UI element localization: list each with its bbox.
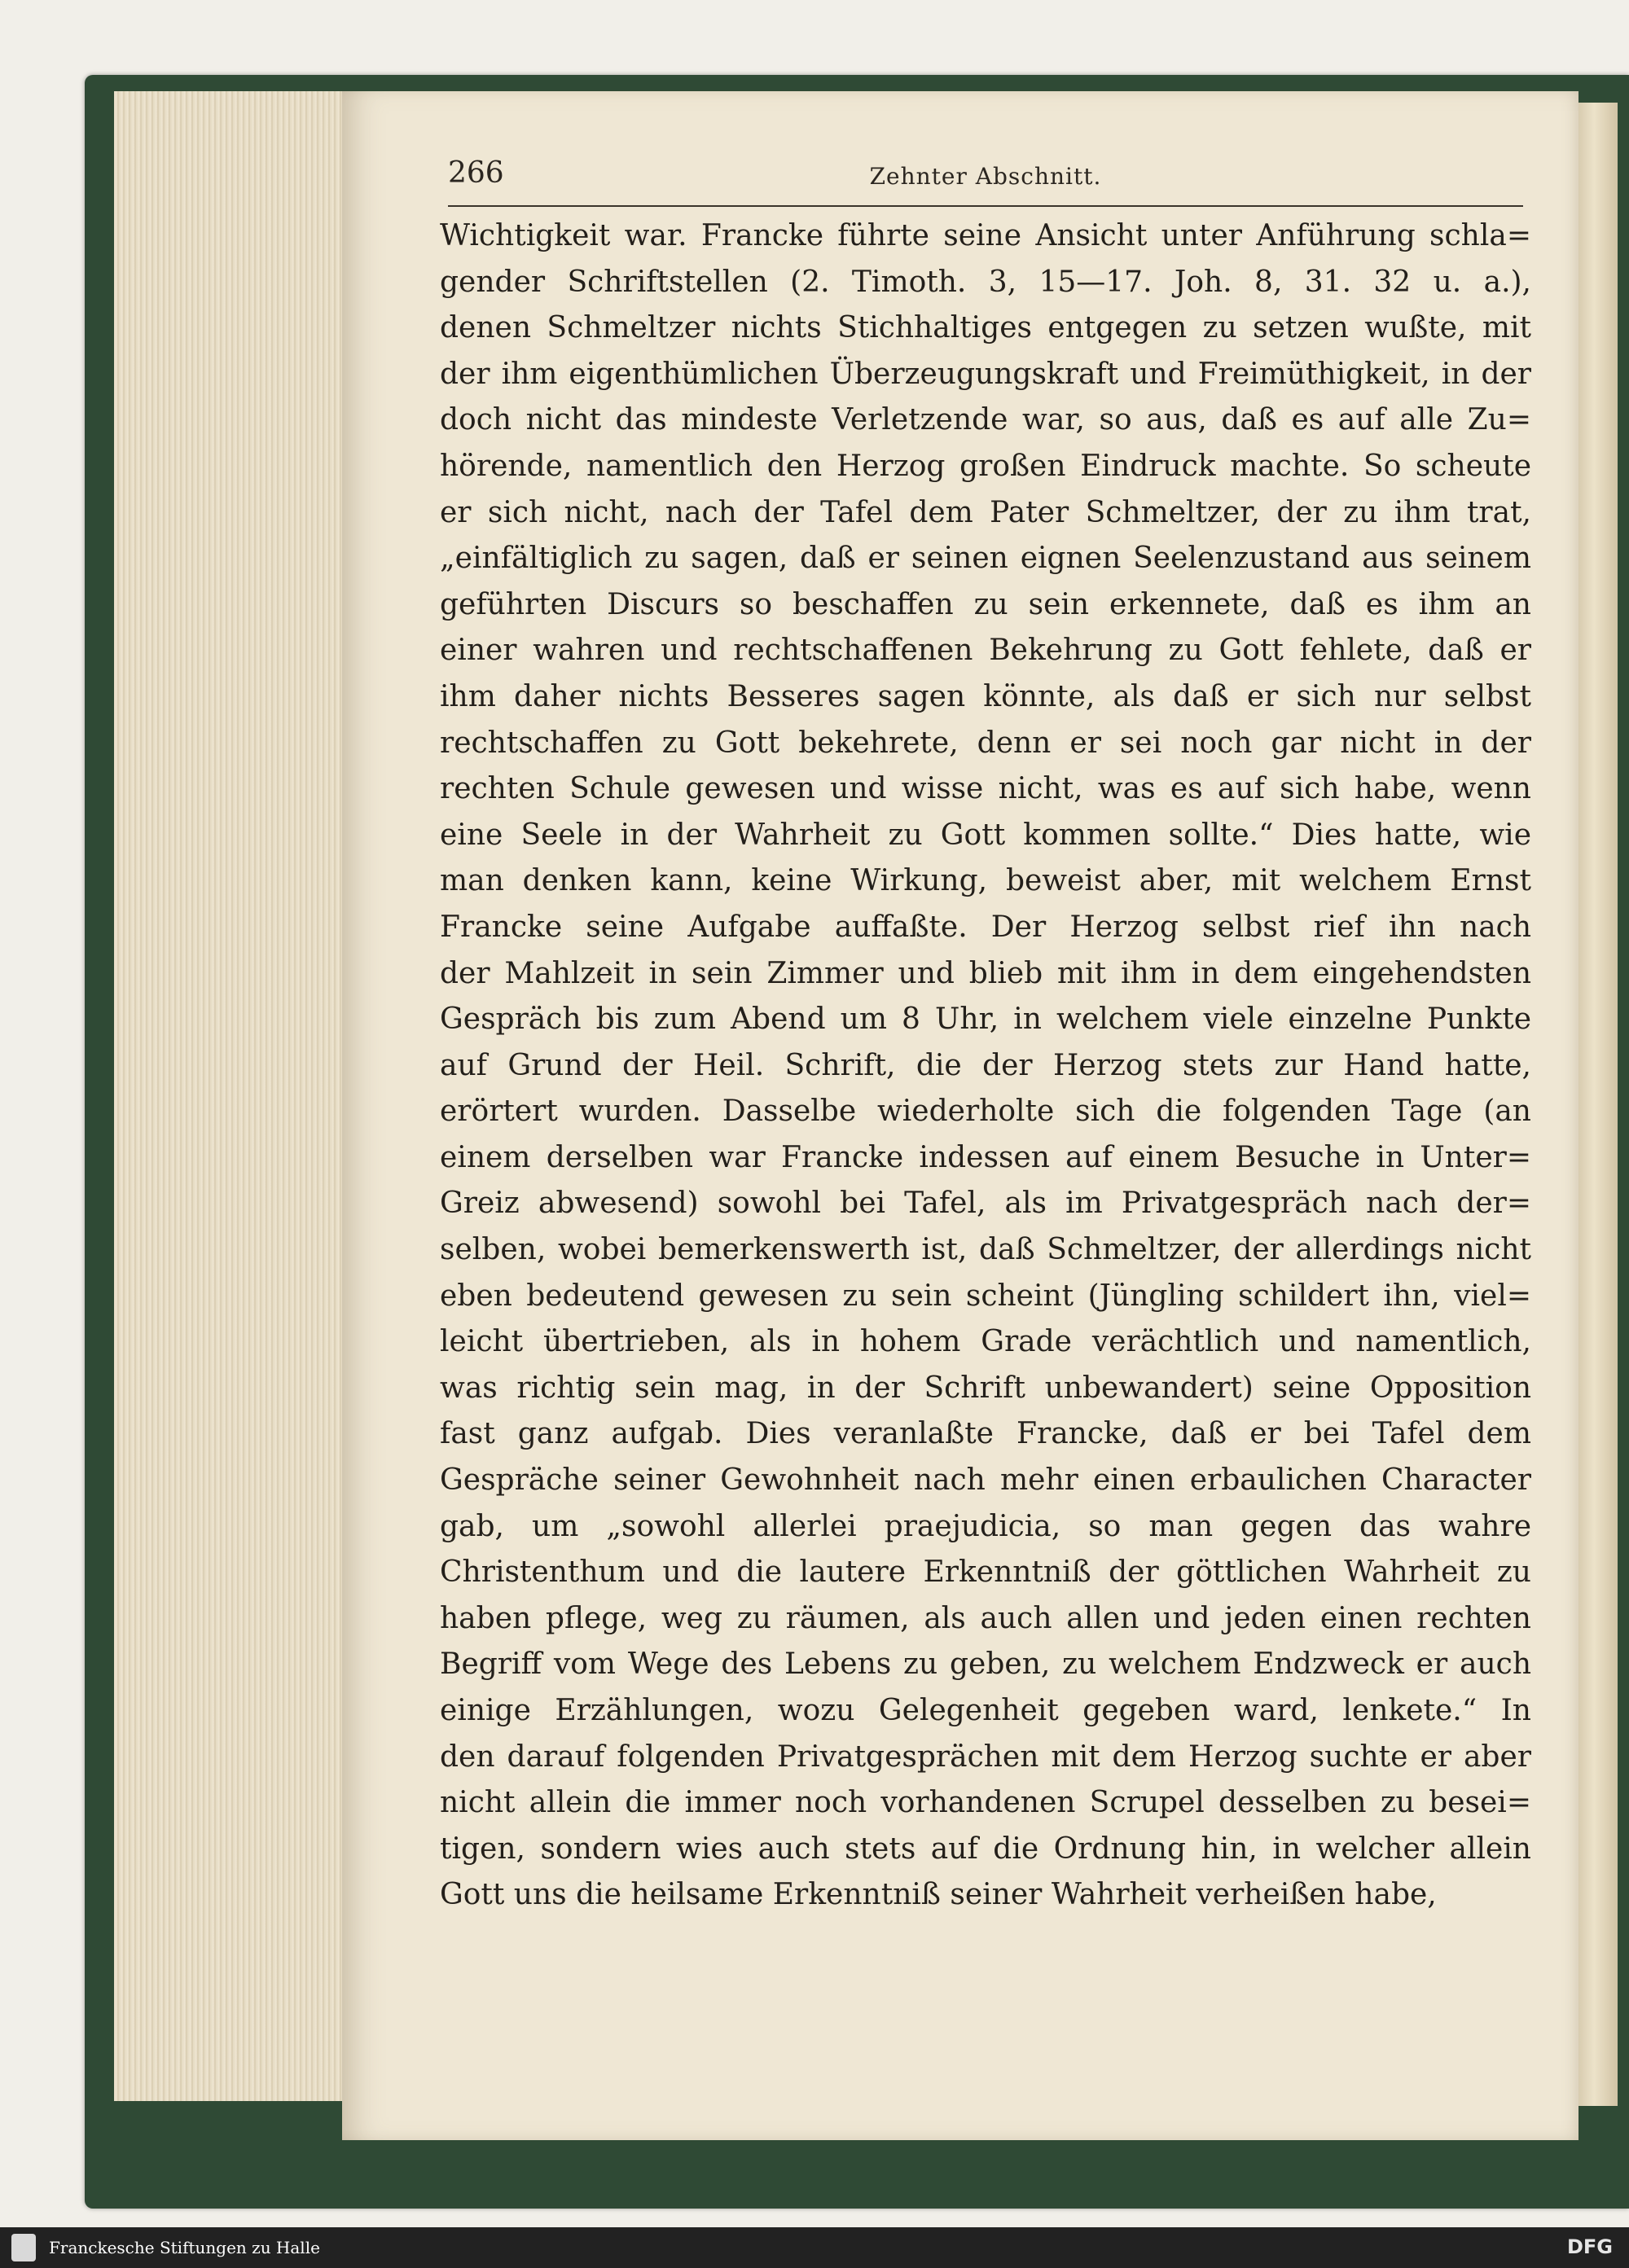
text-line: gender Schriftstellen (2. Timoth. 3, 15—17. Joh. 8, 31. 32 u. a.), bbox=[440, 265, 1531, 299]
text-line: denen Schmeltzer nichts Stichhaltiges entgegen zu setzen wußte, mit bbox=[440, 311, 1531, 345]
page-header bbox=[448, 156, 1523, 207]
book-page bbox=[342, 91, 1579, 2140]
text-line: man denken kann, keine Wirkung, beweist aber, mit welchem Ernst bbox=[440, 864, 1531, 898]
text-line: der ihm eigenthümlichen Überzeugungskraft und Freimüthigkeit, in der bbox=[440, 357, 1531, 391]
text-line: Begriff vom Wege des Lebens zu geben, zu welchem Endzweck er auch bbox=[440, 1647, 1531, 1682]
text-line: tigen, sondern wies auch stets auf die Ordnung hin, in welcher allein bbox=[440, 1832, 1531, 1866]
text-line: Gott uns die heilsame Erkenntniß seiner Wahrheit verheißen habe, bbox=[440, 1878, 1437, 1912]
text-line: Gespräch bis zum Abend um 8 Uhr, in welchem viele einzelne Punkte bbox=[440, 1002, 1531, 1037]
text-line: einer wahren und rechtschaffenen Bekehrung zu Gott fehlete, daß er bbox=[440, 634, 1531, 668]
page-edges-left bbox=[114, 91, 348, 2101]
text-line: Christenthum und die lautere Erkenntniß der göttlichen Wahrheit zu bbox=[440, 1555, 1531, 1590]
text-line: erörtert wurden. Dasselbe wiederholte sich die folgenden Tage (an bbox=[440, 1095, 1531, 1129]
text-line: auf Grund der Heil. Schrift, die der Herzog stets zur Hand hatte, bbox=[440, 1048, 1531, 1082]
text-line: gab, um „sowohl allerlei praejudicia, so man gegen das wahre bbox=[440, 1509, 1531, 1543]
text-line: ihm daher nichts Besseres sagen könnte, als daß er sich nur selbst bbox=[440, 679, 1531, 713]
text-line: eben bedeutend gewesen zu sein scheint (Jüngling schildert ihn, viel= bbox=[440, 1279, 1531, 1313]
text-line: eine Seele in der Wahrheit zu Gott kommen sollte.“ Dies hatte, wie bbox=[440, 818, 1531, 852]
text-line: hörende, namentlich den Herzog großen Eindruck machte. So scheute bbox=[440, 449, 1531, 483]
body-text bbox=[440, 213, 1531, 1919]
text-line: fast ganz aufgab. Dies veranlaßte Francke, daß er bei Tafel dem bbox=[440, 1417, 1531, 1451]
text-line: haben pflege, weg zu räumen, als auch allen und jeden einen rechten bbox=[440, 1601, 1531, 1635]
text-line: nicht allein die immer noch vorhandenen Scrupel desselben zu besei= bbox=[440, 1786, 1531, 1820]
text-line: Wichtigkeit war. Francke führte seine Ansicht unter Anführung schla= bbox=[440, 219, 1531, 252]
text-line: er sich nicht, nach der Tafel dem Pater Schmeltzer, der zu ihm trat, bbox=[440, 495, 1531, 529]
text-line: „einfältiglich zu sagen, daß er seinen eignen Seelenzustand aus seinem bbox=[440, 542, 1531, 576]
page-number: 266 bbox=[448, 156, 504, 190]
text-line: geführten Discurs so beschaffen zu sein erkennete, daß es ihm an bbox=[440, 587, 1531, 621]
text-line: rechten Schule gewesen und wisse nicht, was es auf sich habe, wenn bbox=[440, 772, 1531, 806]
text-line: der Mahlzeit in sein Zimmer und blieb mit ihm in dem eingehendsten bbox=[440, 956, 1531, 990]
page-edges-right bbox=[1579, 103, 1618, 2106]
text-line: was richtig sein mag, in der Schrift unbewandert) seine Opposition bbox=[440, 1371, 1531, 1405]
dfg-logo: DFG bbox=[1566, 2235, 1613, 2258]
text-line: Francke seine Aufgabe auffaßte. Der Herzog selbst rief ihn nach bbox=[440, 910, 1531, 944]
text-line: Gespräche seiner Gewohnheit nach mehr einen erbaulichen Character bbox=[440, 1463, 1531, 1498]
text-line: einem derselben war Francke indessen auf einem Besuche in Unter= bbox=[440, 1140, 1531, 1174]
text-line: Greiz abwesend) sowohl bei Tafel, als im Privatgespräch nach der= bbox=[440, 1187, 1531, 1221]
text-line: leicht übertrieben, als in hohem Grade verächtlich und namentlich, bbox=[440, 1325, 1531, 1359]
institution-logo-icon bbox=[11, 2234, 36, 2261]
text-line: selben, wobei bemerkenswerth ist, daß Schmeltzer, der allerdings nicht bbox=[440, 1233, 1531, 1267]
running-head: Zehnter Abschnitt. bbox=[869, 163, 1102, 190]
text-line: doch nicht das mindeste Verletzende war, so aus, daß es auf alle Zu= bbox=[440, 403, 1531, 437]
text-line: den darauf folgenden Privatgesprächen mit dem Herzog suchte er aber bbox=[440, 1739, 1531, 1774]
text-line: rechtschaffen zu Gott bekehrete, denn er sei noch gar nicht in der bbox=[440, 726, 1531, 760]
viewer-footer bbox=[0, 2227, 1629, 2268]
institution-name: Franckesche Stiftungen zu Halle bbox=[49, 2238, 320, 2257]
text-line: einige Erzählungen, wozu Gelegenheit gegeben ward, lenkete.“ In bbox=[440, 1694, 1531, 1727]
